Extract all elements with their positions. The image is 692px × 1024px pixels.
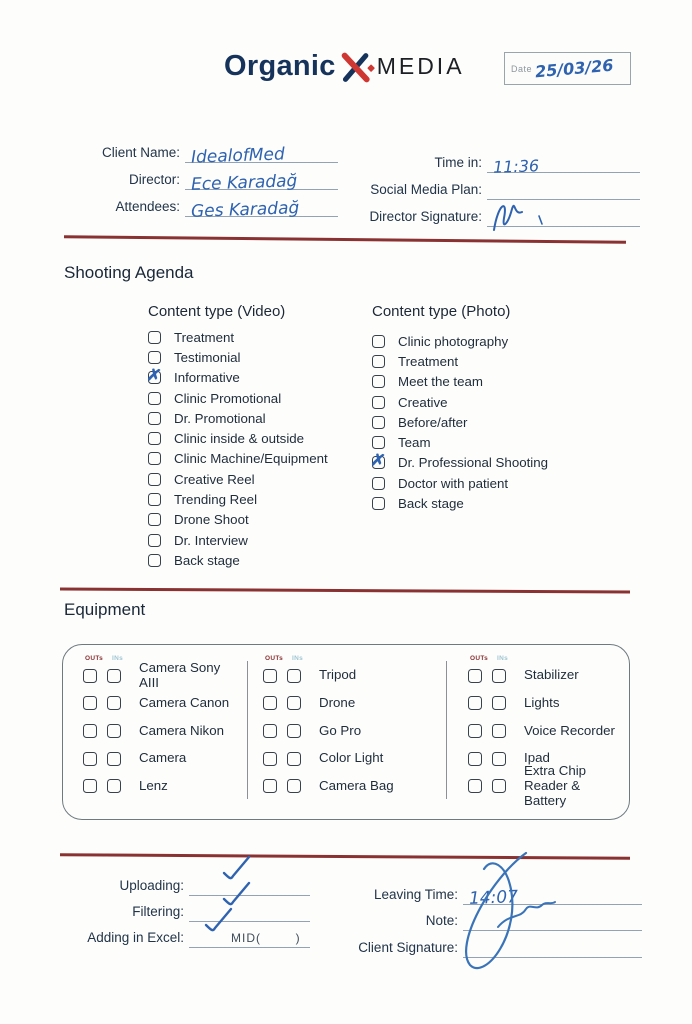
checkbox[interactable]: [372, 396, 385, 409]
equipment-item: [263, 745, 433, 773]
checkbox[interactable]: [148, 432, 161, 445]
checkbox-label: Before/after: [398, 414, 468, 430]
checkbox-label: Clinic inside & outside: [174, 431, 305, 447]
out-checkbox[interactable]: [263, 696, 277, 710]
handwritten-value: Ece Karadağ: [190, 171, 298, 195]
checkbox-label: Clinic Machine/Equipment: [174, 451, 328, 467]
checkbox-label: Clinic photography: [398, 333, 509, 349]
checkbox[interactable]: [148, 554, 161, 567]
out-checkbox[interactable]: [83, 752, 97, 766]
form-field: [340, 146, 640, 177]
photo-checklist: [369, 331, 549, 514]
checkbox[interactable]: [372, 335, 385, 348]
out-checkbox[interactable]: [83, 779, 97, 793]
form-field: [58, 163, 338, 195]
checklist-item: [148, 327, 328, 347]
equipment-item: [83, 717, 243, 745]
equipment-label: Extra Chip Reader & Battery: [524, 762, 587, 808]
checkbox-label: Treatment: [174, 329, 235, 345]
equipment-label: Camera Nikon: [139, 722, 224, 738]
checkbox[interactable]: [148, 351, 161, 364]
checklist-item: [148, 489, 328, 509]
checklist-item: [148, 469, 328, 489]
checkbox-label: Dr. Interview: [174, 532, 248, 548]
equipment-item: [83, 659, 243, 690]
field-label: Attendees:: [115, 199, 180, 214]
in-checkbox[interactable]: [287, 696, 301, 710]
field-label: Director:: [128, 172, 180, 187]
checklist-item: [148, 550, 328, 570]
equipment-label: Go Pro: [319, 722, 362, 738]
checkbox-label: Dr. Promotional: [174, 410, 266, 426]
in-checkbox[interactable]: [492, 752, 506, 766]
footer-left-fields: [58, 870, 310, 948]
out-checkbox[interactable]: [263, 752, 277, 766]
checkbox-label: Back stage: [398, 496, 464, 512]
equipment-label: Lenz: [139, 777, 168, 793]
equipment-title: Equipment: [64, 600, 146, 619]
field-label: Adding in Excel:: [87, 930, 184, 945]
field-line[interactable]: [185, 166, 338, 195]
field-label: Client Signature:: [358, 939, 458, 955]
equipment-column-cameras: [83, 653, 243, 800]
equipment-item: [263, 690, 433, 718]
footer-field: [58, 896, 310, 922]
equipment-column-accessories: [263, 653, 433, 800]
equipment-rows: [468, 662, 620, 808]
out-checkbox[interactable]: [263, 669, 277, 683]
brand-logo: [224, 50, 465, 83]
equipment-label: Stabilizer: [524, 667, 579, 683]
checkbox[interactable]: [148, 392, 161, 405]
equipment-item: [468, 762, 620, 808]
checkbox[interactable]: [145, 365, 163, 387]
checkbox-label: Trending Reel: [174, 492, 258, 508]
checklist-item: [148, 388, 328, 408]
out-checkbox[interactable]: [468, 779, 482, 793]
checkbox-label: Back stage: [174, 552, 240, 568]
photo-list-title: Content type (Photo): [372, 303, 511, 320]
checklist-item: [148, 347, 328, 367]
checklist-item: [148, 428, 328, 448]
in-checkbox[interactable]: [492, 779, 506, 793]
checkbox[interactable]: [372, 436, 385, 449]
checkbox-label: Creative: [398, 394, 448, 410]
checkbox-label: Clinic Promotional: [174, 390, 282, 406]
in-checkbox[interactable]: [287, 724, 301, 738]
field-label: Client Name:: [101, 145, 180, 160]
shooting-agenda-title: Shooting Agenda: [64, 263, 194, 282]
in-checkbox[interactable]: [107, 696, 121, 710]
in-checkbox[interactable]: [492, 696, 506, 710]
checkbox[interactable]: [372, 416, 385, 429]
checkbox[interactable]: [148, 452, 161, 465]
in-checkbox[interactable]: [107, 779, 121, 793]
field-line[interactable]: [189, 924, 310, 948]
equipment-column-misc: [468, 653, 620, 808]
checklist-item: [372, 351, 548, 371]
checkbox[interactable]: [148, 493, 161, 506]
equipment-rows: [83, 659, 243, 800]
checklist-item: [148, 530, 328, 550]
checkbox-label: Meet the team: [398, 374, 483, 390]
date-box[interactable]: [504, 52, 631, 85]
checklist-item: [148, 408, 328, 428]
checkbox[interactable]: [148, 331, 161, 344]
equipment-label: Voice Recorder: [524, 722, 615, 738]
checklist-item: [372, 432, 548, 452]
checkbox-label: Creative Reel: [174, 471, 255, 487]
form-field: [58, 136, 338, 168]
date-value: 25/03/26: [534, 55, 615, 82]
checklist-item: [372, 372, 548, 392]
checkbox[interactable]: [148, 473, 161, 486]
equipment-item: [263, 772, 433, 800]
field-label: Filtering:: [132, 904, 184, 919]
director-signature-scribble: [486, 194, 556, 240]
column-divider: [247, 661, 248, 799]
checkbox-label: Team: [398, 435, 431, 451]
in-checkbox[interactable]: [107, 669, 121, 683]
printed-line-text: MID( ): [231, 931, 301, 945]
client-signature-scribble: [434, 845, 574, 975]
equipment-item: [468, 662, 620, 690]
checkbox[interactable]: [148, 534, 161, 547]
ins-header: INs: [112, 655, 124, 662]
equipment-item: [468, 690, 620, 718]
equipment-label: Camera Bag: [319, 777, 394, 793]
checklist-item: [372, 412, 548, 432]
outs-header: OUTs: [85, 655, 104, 662]
checkbox-label: Testimonial: [174, 349, 241, 365]
outs-header: OUTs: [265, 655, 284, 662]
checklist-item: [372, 392, 548, 412]
footer-field: [58, 922, 310, 948]
handwritten-value: 14:07: [468, 886, 519, 909]
out-checkbox[interactable]: [468, 724, 482, 738]
checkbox[interactable]: [372, 477, 385, 490]
equipment-label: Camera Canon: [139, 694, 230, 710]
pen-x-mark-icon: ✗: [369, 450, 387, 472]
checkbox[interactable]: [369, 450, 387, 472]
equipment-column-headers: [263, 653, 433, 662]
field-line[interactable]: [185, 139, 338, 168]
section-divider-line: [60, 588, 630, 594]
checklist-item: [148, 510, 328, 530]
ins-header: INs: [292, 655, 304, 662]
checklist-item: [369, 450, 549, 473]
video-list-title: Content type (Video): [148, 303, 286, 320]
equipment-box: [62, 644, 630, 820]
pen-x-mark-icon: ✗: [145, 365, 163, 387]
in-checkbox[interactable]: [492, 669, 506, 683]
equipment-label: Color Light: [319, 750, 384, 766]
equipment-item: [83, 690, 243, 718]
form-field: [58, 190, 338, 222]
field-label: Uploading:: [119, 878, 184, 893]
in-checkbox[interactable]: [107, 752, 121, 766]
equipment-label: Camera: [139, 750, 187, 766]
in-checkbox[interactable]: [107, 724, 121, 738]
out-checkbox[interactable]: [468, 752, 482, 766]
field-line[interactable]: [185, 193, 338, 222]
checkbox-label: Drone Shoot: [174, 512, 249, 528]
equipment-label: Camera Sony AIII: [139, 659, 221, 690]
equipment-item: [263, 662, 433, 690]
handwritten-value: IdealofMed: [190, 144, 286, 168]
field-line[interactable]: [487, 149, 640, 177]
pen-checkmark-icon: [201, 906, 235, 936]
equipment-label: Lights: [524, 694, 560, 710]
field-label: Director Signature:: [369, 209, 482, 224]
equipment-label: Tripod: [319, 667, 357, 683]
handwritten-value: 11:36: [492, 156, 540, 177]
equipment-item: [83, 745, 243, 773]
brand-x-icon: [337, 52, 376, 83]
checklist-item: [372, 331, 548, 351]
in-checkbox[interactable]: [287, 752, 301, 766]
brand-word-media: MEDIA: [376, 53, 465, 79]
field-label: Time in:: [434, 155, 482, 170]
equipment-item: [468, 717, 620, 745]
checklist-item: [145, 365, 328, 388]
equipment-label: Ipad: [524, 750, 550, 766]
video-checklist: [145, 327, 328, 571]
ins-header: INs: [497, 655, 509, 662]
out-checkbox[interactable]: [263, 779, 277, 793]
equipment-column-headers: [468, 653, 620, 662]
equipment-item: [263, 717, 433, 745]
checkbox[interactable]: [372, 497, 385, 510]
checkbox[interactable]: [148, 412, 161, 425]
out-checkbox[interactable]: [83, 669, 97, 683]
date-label: Date: [511, 63, 533, 74]
checklist-item: [372, 473, 548, 493]
checklist-item: [148, 449, 328, 469]
field-label: Social Media Plan:: [370, 182, 482, 197]
out-checkbox[interactable]: [468, 696, 482, 710]
checkbox[interactable]: [372, 375, 385, 388]
client-info-left: [58, 136, 338, 222]
checkbox-label: Doctor with patient: [398, 475, 509, 491]
out-checkbox[interactable]: [468, 669, 482, 683]
checkbox-label: Informative: [174, 370, 240, 386]
column-divider: [446, 661, 447, 799]
in-checkbox[interactable]: [492, 724, 506, 738]
out-checkbox[interactable]: [263, 724, 277, 738]
in-checkbox[interactable]: [287, 779, 301, 793]
footer-field: [58, 870, 310, 896]
checkbox-label: Dr. Professional Shooting: [398, 455, 549, 471]
equipment-rows: [263, 662, 433, 800]
field-label: Note:: [425, 913, 458, 928]
field-label: Leaving Time:: [373, 886, 458, 902]
handwritten-value: Ges Karadağ: [190, 198, 300, 222]
out-checkbox[interactable]: [83, 724, 97, 738]
checklist-item: [372, 493, 548, 513]
outs-header: OUTs: [470, 655, 489, 662]
checkbox[interactable]: [372, 355, 385, 368]
equipment-item: [83, 772, 243, 800]
equipment-label: Drone: [319, 694, 356, 710]
checkbox[interactable]: [148, 513, 161, 526]
out-checkbox[interactable]: [83, 696, 97, 710]
in-checkbox[interactable]: [287, 669, 301, 683]
checkbox-label: Treatment: [398, 353, 459, 369]
brand-word-organic: Organic: [224, 50, 336, 82]
